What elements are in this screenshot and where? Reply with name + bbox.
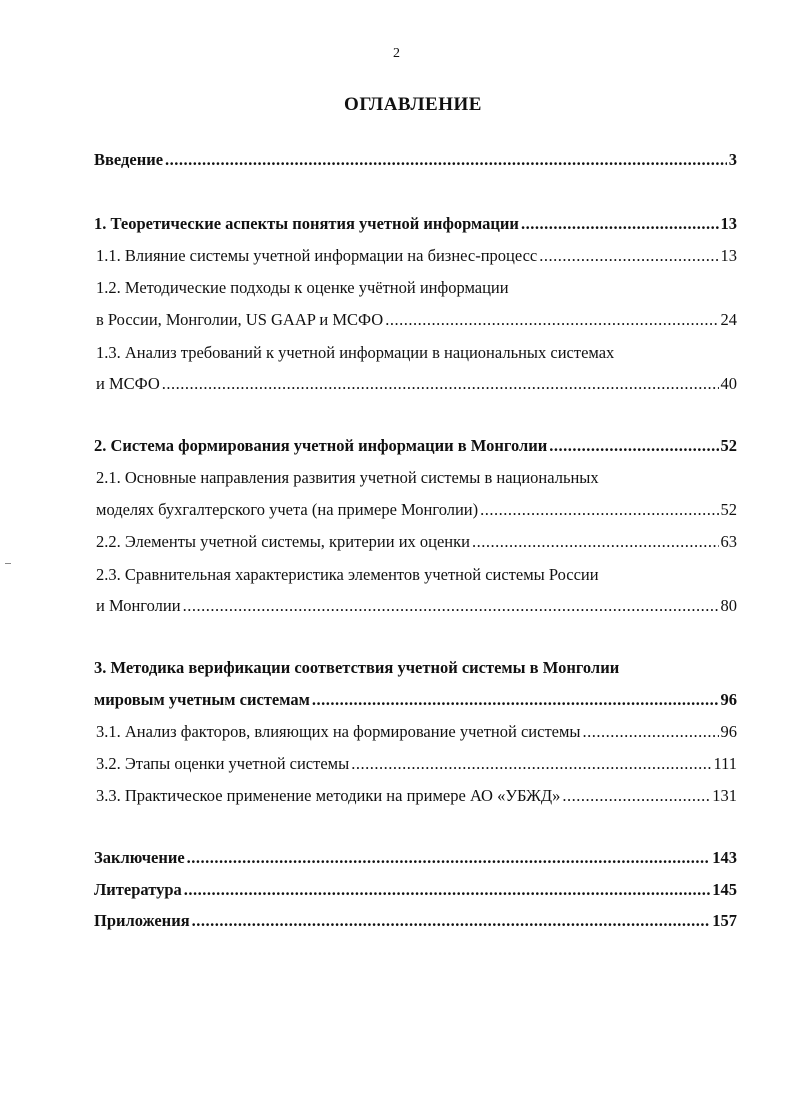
toc-entry-title: моделях бухгалтерского учета (на примере Монголии) xyxy=(96,500,479,519)
toc-entry-1-1[interactable] xyxy=(96,243,737,269)
leader-dots xyxy=(521,211,719,237)
toc-entry-title: 2.1. Основные направления развития учетной системы в национальных xyxy=(96,468,599,487)
toc-entry-title: 3.2. Этапы оценки учетной системы xyxy=(96,754,350,773)
toc-entry-intro[interactable] xyxy=(94,147,737,173)
toc-entry-3-3[interactable] xyxy=(96,783,737,809)
toc-entry-title: 3.3. Практическое применение методики на примере АО «УБЖД» xyxy=(96,786,561,805)
toc-entry-title: 1.2. Методические подходы к оценке учётной информации xyxy=(96,278,509,297)
leader-dots xyxy=(351,751,711,777)
toc-entry-chapter-2[interactable] xyxy=(94,433,737,459)
toc-entry-chapter-1[interactable] xyxy=(94,211,737,237)
toc-entry-title: Введение xyxy=(94,150,164,169)
toc-entry-2-3-line1[interactable] xyxy=(96,562,737,588)
toc-entry-page: 13 xyxy=(720,214,737,233)
toc-entry-2-2[interactable] xyxy=(96,529,737,555)
toc-entry-page: 52 xyxy=(720,500,737,519)
leader-dots xyxy=(472,529,719,555)
leader-dots xyxy=(539,243,718,269)
toc-entry-title: Приложения xyxy=(94,911,190,930)
toc-entry-chapter-3[interactable] xyxy=(94,687,737,713)
toc-entry-1-2-line1[interactable] xyxy=(96,275,737,301)
leader-dots xyxy=(583,719,719,745)
toc-entry-page: 143 xyxy=(712,848,737,867)
toc-entry-title: Заключение xyxy=(94,848,185,867)
toc-entry-page: 157 xyxy=(712,911,737,930)
toc-entry-title: 2.2. Элементы учетной системы, критерии их оценки xyxy=(96,532,470,551)
leader-dots xyxy=(562,783,710,809)
toc-entry-title: Литература xyxy=(94,880,182,899)
leader-dots xyxy=(165,147,727,173)
toc-entry-page: 52 xyxy=(720,436,737,455)
toc-entry-page: 145 xyxy=(712,880,737,899)
leader-dots xyxy=(549,433,718,459)
toc-entry-literature[interactable] xyxy=(94,877,737,903)
toc-entry-1-3[interactable] xyxy=(96,371,737,397)
toc-entry-page: 24 xyxy=(720,310,737,329)
toc-entry-page: 13 xyxy=(720,246,737,265)
toc-entry-2-1[interactable] xyxy=(96,497,737,523)
toc-entry-title: в России, Монголии, US GAAP и МСФО xyxy=(96,310,384,329)
toc-entry-title: 2. Система формирования учетной информации в Монголии xyxy=(94,436,548,455)
margin-mark xyxy=(5,563,11,564)
leader-dots xyxy=(480,497,718,523)
toc-entry-1-2[interactable] xyxy=(96,307,737,333)
toc-entry-title: 1.3. Анализ требований к учетной информации в национальных системах xyxy=(96,343,615,362)
toc-entry-page: 40 xyxy=(720,374,737,393)
toc-entry-title: 3.1. Анализ факторов, влияющих на формирование учетной системы xyxy=(96,722,581,741)
toc-entry-title: 1. Теоретические аспекты понятия учетной информации xyxy=(94,214,519,233)
leader-dots xyxy=(385,307,718,333)
toc-title: ОГЛАВЛЕНИЕ xyxy=(344,94,482,115)
toc-entry-title: мировым учетным системам xyxy=(94,690,310,709)
toc-entry-page: 111 xyxy=(713,754,737,773)
toc-entry-title: 1.1. Влияние системы учетной информации на бизнес-процесс xyxy=(96,246,538,265)
leader-dots xyxy=(187,845,711,871)
leader-dots xyxy=(312,687,719,713)
toc-entry-title: и Монголии xyxy=(96,596,181,615)
page-number: 2 xyxy=(393,46,400,61)
toc-entry-page: 96 xyxy=(720,722,737,741)
toc-entry-title: 2.3. Сравнительная характеристика элементов учетной системы России xyxy=(96,565,599,584)
toc-entry-chapter-3-line1[interactable] xyxy=(94,655,737,681)
toc-entry-page: 131 xyxy=(712,786,737,805)
toc-entry-1-3-line1[interactable] xyxy=(96,340,737,366)
leader-dots xyxy=(192,908,711,934)
toc-entry-conclusion[interactable] xyxy=(94,845,737,871)
toc-entry-page: 63 xyxy=(720,532,737,551)
toc-entry-page: 96 xyxy=(720,690,737,709)
toc-entry-3-1[interactable] xyxy=(96,719,737,745)
toc-entry-title: и МСФО xyxy=(96,374,160,393)
toc-entry-2-3[interactable] xyxy=(96,593,737,619)
toc-entry-appendix[interactable] xyxy=(94,908,737,934)
toc-entry-3-2[interactable] xyxy=(96,751,737,777)
leader-dots xyxy=(162,371,719,397)
toc-entry-page: 3 xyxy=(728,150,737,169)
toc-entry-title: 3. Методика верификации соответствия учетной системы в Монголии xyxy=(94,658,620,677)
leader-dots xyxy=(184,877,710,903)
toc-entry-2-1-line1[interactable] xyxy=(96,465,737,491)
leader-dots xyxy=(183,593,719,619)
toc-entry-page: 80 xyxy=(720,596,737,615)
